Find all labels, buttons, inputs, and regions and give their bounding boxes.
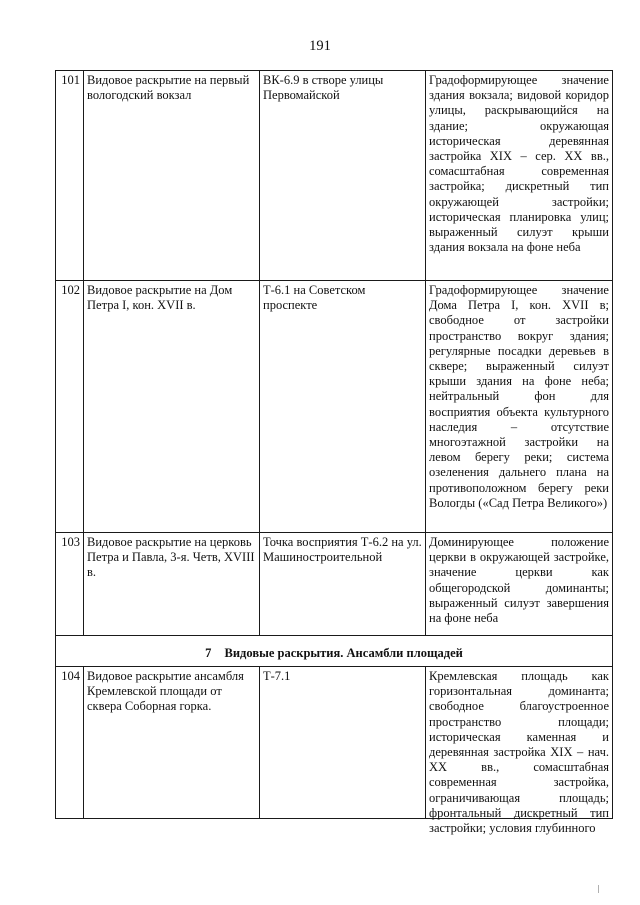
view-point: Т-6.1 на Советском проспекте	[260, 281, 426, 533]
view-point: Т-7.1	[260, 667, 426, 819]
view-corridors-table	[55, 70, 613, 836]
view-name: Видовое раскрытие ансамбля Кремлевской площади от сквера Соборная горка.	[84, 667, 260, 819]
section-title: Видовые раскрытия. Ансамбли площадей	[224, 646, 463, 660]
table-row	[56, 667, 613, 819]
view-description-text: Кремлевская площадь как горизонтальная доминанта; свободное благоустроенное пространство площади; историческая каменная и деревянная застройка XIX – нач. XX вв., сомасштабная современная застройка, ограничивающая площадь; фронтальный дискретный тип застройки; условия глубинного	[429, 669, 609, 836]
view-name: Видовое раскрытие на первый вологодский вокзал	[84, 71, 260, 281]
table-row	[56, 281, 613, 533]
section-heading	[56, 636, 613, 667]
row-number: 103	[56, 533, 84, 636]
page-number: 191	[309, 38, 331, 54]
scan-margin-mark	[598, 885, 599, 893]
view-name: Видовое раскрытие на Дом Петра I, кон. XVII в.	[84, 281, 260, 533]
table-row	[56, 533, 613, 636]
section-heading-row	[56, 636, 613, 667]
table-row	[56, 71, 613, 281]
view-description	[426, 667, 613, 836]
view-name: Видовое раскрытие на церковь Петра и Павла, 3-я. Четв, XVIII в.	[84, 533, 260, 636]
row-number: 101	[56, 71, 84, 281]
view-description: Доминирующее положение церкви в окружающей застройке, значение церкви как общегородской доминанты; выраженный силуэт завершения на фоне неба	[426, 533, 613, 636]
row-number: 102	[56, 281, 84, 533]
view-point: ВК-6.9 в створе улицы Первомайской	[260, 71, 426, 281]
view-description: Градоформирующее значение здания вокзала; видовой коридор улицы, раскрывающийся на здание; окружающая историческая деревянная застройка XIX – сер. XX вв., сомасштабная современная застройка; дискретный тип окружающей застройки; историческая планировка улиц; выраженный силуэт крыши здания вокзала на фоне неба	[426, 71, 613, 281]
row-number: 104	[56, 667, 84, 819]
section-number: 7	[205, 646, 212, 660]
view-description: Градоформирующее значение Дома Петра I, кон. XVII в; свободное от застройки пространство вокруг здания; регулярные посадки деревьев в сквере; выраженный силуэт крыши здания на фоне неба; нейтральный фон для восприятия объекта культурного наследия – отсутствие многоэтажной застройки на левом берегу реки; система озеленения дальнего плана на противоположном берегу реки Вологды («Сад Петра Великого»)	[426, 281, 613, 533]
view-point: Точка восприятия Т-6.2 на ул. Машиностроительной	[260, 533, 426, 636]
